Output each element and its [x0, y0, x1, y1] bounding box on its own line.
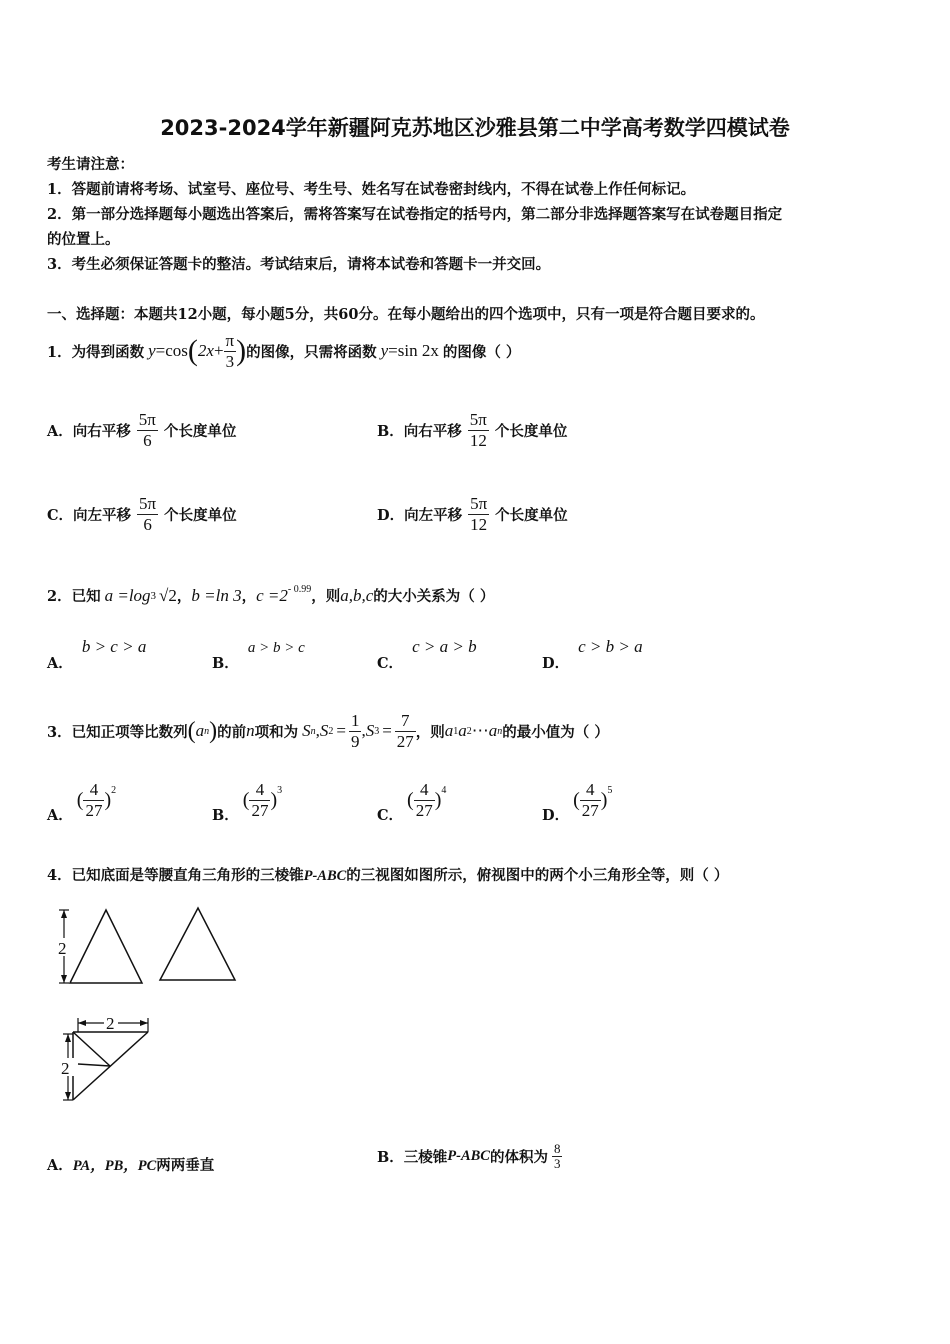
rparen: ) — [434, 789, 442, 811]
frac-den: 12 — [470, 515, 488, 534]
q1-mid: 的图像，只需将函数 — [246, 343, 377, 361]
question-2 — [47, 585, 494, 606]
option-text: PA，PB，PC — [72, 1158, 157, 1174]
q3-option-d[interactable] — [542, 780, 613, 824]
q3-prefix: 3．已知正项等比数列 — [47, 723, 188, 741]
q2-c-def: c =2 — [256, 585, 288, 605]
q3-prod-s2: 2 — [466, 725, 472, 737]
q3-option-a[interactable] — [47, 780, 117, 824]
q3-comma: , — [315, 721, 320, 740]
option-frac — [580, 780, 601, 821]
frac-den: 6 — [143, 515, 152, 534]
frac-den: 27 — [251, 801, 269, 820]
notice-item-2-cont: 的位置上。 — [47, 231, 120, 248]
three-view-figure — [50, 900, 250, 1110]
front-dim-label: 2 — [58, 939, 67, 958]
option-frac — [83, 780, 104, 821]
q1-sin: =sin 2x — [388, 341, 439, 360]
q1-pi: π — [225, 330, 235, 350]
q2-a-sqrt: √2 — [159, 585, 177, 605]
option-label: B． — [377, 423, 404, 440]
frac-den: 27 — [581, 801, 599, 820]
q3-eq2: = — [382, 721, 392, 740]
q3-Sn-sub: n — [310, 725, 316, 737]
option-pre: 三棱锥 — [403, 1149, 448, 1166]
q3-Sn: S — [302, 721, 311, 740]
option-frac — [137, 494, 158, 535]
option-label: D． — [542, 807, 570, 824]
q2-abc: a,b,c — [340, 585, 374, 605]
q2-suffix: 的大小关系为（ ） — [373, 588, 495, 605]
q2-a-def: a =log — [104, 585, 151, 605]
notice-item-2: 2．第一部分选择题每小题选出答案后，需将答案写在试卷指定的括号内，第二部分非选择题答案写在试卷题目指定 — [47, 206, 783, 223]
q1-prefix: 1．为得到函数 — [47, 343, 145, 361]
option-pre: 向右平移 — [403, 423, 462, 440]
lparen: ( — [76, 789, 84, 811]
option-expr: c > b > a — [578, 637, 643, 656]
option-label: D． — [377, 507, 405, 524]
q2-c-exp: - 0.99 — [287, 584, 312, 595]
question-1 — [47, 326, 520, 376]
option-label: D． — [542, 655, 570, 672]
q3-n: n — [246, 721, 255, 740]
question-3 — [47, 708, 609, 754]
option-post: 个长度单位 — [163, 423, 237, 440]
option-expr: a > b > c — [247, 640, 305, 656]
q3-lbrace: ( — [187, 717, 196, 744]
q2-option-a[interactable] — [47, 636, 147, 672]
q3-S3: S — [365, 721, 375, 740]
option-post: 两两垂直 — [156, 1157, 215, 1174]
option-label: B． — [212, 655, 239, 672]
q3-mid3: ，则 — [415, 723, 445, 741]
frac-den: 27 — [396, 731, 414, 751]
q4-suffix: 的三视图如图所示，俯视图中的两个小三角形全等，则（ ） — [346, 867, 729, 884]
q1-three: 3 — [225, 351, 235, 371]
option-label: A． — [47, 1157, 73, 1174]
notice-heading: 考生请注意： — [47, 156, 134, 173]
option-post: 个长度单位 — [495, 507, 568, 524]
option-frac — [552, 1142, 563, 1171]
q3-prod-an: a — [488, 721, 498, 740]
option-post: 个长度单位 — [494, 423, 568, 440]
side-view — [160, 908, 235, 980]
option-post: 个长度单位 — [164, 507, 237, 524]
q3-S3-sub: 3 — [374, 725, 380, 737]
option-exp: 5 — [607, 785, 613, 796]
frac-den: 6 — [143, 431, 152, 450]
q1-rparen: ) — [236, 334, 247, 367]
option-label: C． — [377, 655, 404, 672]
question-4 — [47, 864, 728, 885]
q3-prod-s1: 1 — [453, 725, 459, 737]
rparen: ) — [600, 789, 608, 811]
option-pabc: P-ABC — [447, 1148, 490, 1164]
option-label: C． — [377, 807, 404, 824]
q3-prod-a1: a — [444, 721, 454, 740]
q3-seq-sub: n — [204, 725, 210, 737]
q3-mid1: 的前 — [217, 723, 247, 741]
rparen: ) — [270, 789, 278, 811]
option-pre: 向左平移 — [73, 507, 132, 524]
frac-num: 4 — [83, 780, 104, 801]
q2-a-base: 3 — [150, 589, 157, 602]
q3-seq: a — [195, 721, 205, 740]
q3-frac2 — [395, 711, 416, 752]
option-frac — [137, 410, 158, 451]
option-exp: 2 — [111, 785, 117, 796]
option-label: B． — [212, 807, 239, 824]
q1-plus: + — [213, 341, 224, 360]
option-frac — [414, 780, 435, 821]
option-label: A． — [47, 423, 73, 440]
q3-frac1 — [349, 711, 362, 752]
q1-y: y — [148, 341, 156, 360]
frac-num: 4 — [249, 780, 270, 801]
option-frac — [249, 780, 270, 821]
q1-option-c[interactable] — [47, 494, 237, 535]
q3-mid2: 项和为 — [254, 723, 299, 741]
q3-S2: S — [319, 721, 329, 740]
frac-num: 5π — [139, 494, 157, 513]
notice-item-3: 3．考生必须保证答题卡的整洁。考试结束后，请将本试卷和答题卡一并交回。 — [47, 256, 551, 273]
option-expr: c > a > b — [412, 637, 477, 656]
q3-eq1: = — [336, 721, 346, 740]
lparen: ( — [407, 789, 414, 811]
q2-option-b[interactable] — [212, 636, 305, 672]
frac-den: 27 — [85, 801, 103, 820]
q2-prefix: 2．已知 — [47, 588, 101, 605]
q3-option-c[interactable] — [377, 780, 447, 824]
q1-y2: y — [380, 341, 389, 360]
frac-num: 4 — [580, 780, 601, 801]
option-pre: 向左平移 — [404, 507, 463, 524]
lparen: ( — [573, 789, 580, 811]
section-heading: 一、选择题：本题共12小题，每小题5分，共60分。在每小题给出的四个选项中，只有一项是符合题目要求的。 — [47, 306, 765, 323]
frac-num: 8 — [553, 1141, 561, 1156]
frac-num: 5π — [470, 494, 488, 513]
q1-option-b[interactable] — [377, 410, 567, 451]
notice-item-1: 1．答题前请将考场、试室号、座位号、考生号、姓名写在试卷密封线内，不得在试卷上作任何标记。 — [47, 181, 696, 198]
option-exp: 4 — [441, 785, 447, 796]
q1-pi-third — [224, 331, 237, 372]
q2-comma1: ， — [176, 588, 192, 605]
q1-lparen: ( — [187, 334, 198, 367]
lparen: ( — [242, 789, 250, 811]
option-label: A． — [47, 807, 73, 824]
frac-num: 5π — [469, 410, 487, 429]
q2-option-d[interactable] — [542, 636, 643, 672]
q2-mid: ，则 — [311, 588, 341, 605]
q4-option-a[interactable] — [47, 1154, 214, 1175]
q1-cos: =cos — [155, 341, 188, 360]
q3-rbrace: ) — [209, 717, 218, 744]
q3-S2-sub: 2 — [328, 725, 334, 737]
q1-option-a[interactable] — [47, 410, 236, 451]
q3-suffix: 的最小值为（ ） — [502, 723, 609, 741]
q1-suffix: 的图像（ ） — [442, 343, 521, 361]
frac-den: 9 — [350, 731, 360, 751]
frac-num: 5π — [138, 410, 156, 429]
frac-den: 3 — [553, 1156, 561, 1171]
front-view — [56, 910, 142, 983]
option-label: C． — [47, 507, 74, 524]
q4-prefix: 4．已知底面是等腰直角三角形的三棱锥 — [47, 867, 304, 884]
q2-option-c[interactable] — [377, 636, 477, 672]
q1-arg: 2x — [197, 341, 214, 360]
q3-comma2: , — [361, 721, 366, 740]
top-height-label: 2 — [61, 1059, 70, 1078]
rparen: ) — [104, 789, 112, 811]
q3-dots: ⋯ — [471, 721, 489, 740]
option-label: B． — [377, 1149, 404, 1166]
top-width-label: 2 — [106, 1014, 115, 1033]
frac-den: 12 — [469, 431, 487, 450]
frac-num: 4 — [414, 780, 435, 801]
page-title: 2023-2024学年新疆阿克苏地区沙雅县第二中学高考数学四模试卷 — [160, 116, 790, 140]
q3-prod-sn: n — [497, 725, 503, 737]
option-frac — [468, 494, 489, 535]
option-expr: b > c > a — [81, 637, 147, 656]
q3-prod-a2: a — [458, 721, 467, 740]
option-post: 的体积为 — [489, 1149, 548, 1166]
q3-option-b[interactable] — [212, 780, 283, 824]
frac-den: 27 — [415, 801, 433, 820]
q2-comma2: ， — [241, 588, 257, 605]
q4-option-b[interactable] — [377, 1142, 562, 1171]
option-frac — [468, 410, 489, 451]
option-pre: 向右平移 — [72, 423, 131, 440]
q4-pabc: P-ABC — [303, 868, 347, 884]
frac-num: 1 — [350, 710, 360, 730]
option-label: A． — [47, 655, 73, 672]
top-view — [60, 1013, 148, 1100]
q2-b-def: b =ln 3 — [191, 585, 242, 605]
frac-num: 7 — [395, 711, 416, 732]
q1-option-d[interactable] — [377, 494, 568, 535]
option-exp: 3 — [277, 785, 283, 796]
